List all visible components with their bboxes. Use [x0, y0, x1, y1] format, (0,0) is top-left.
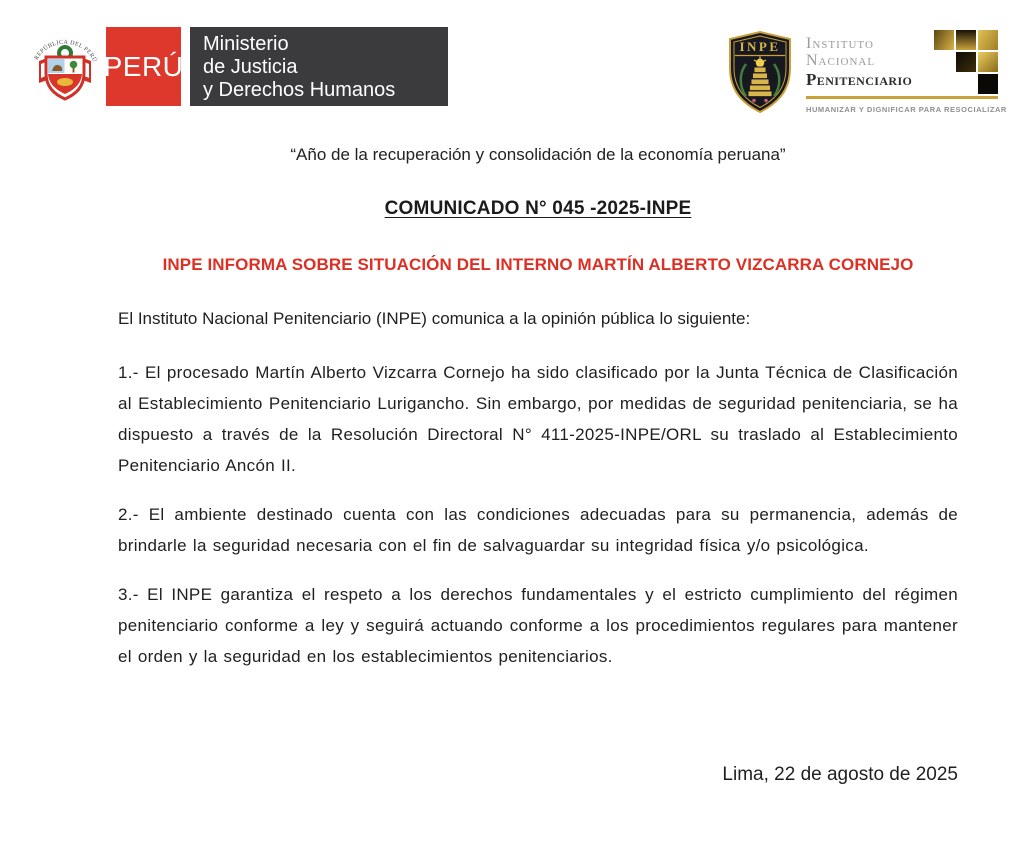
date-line: Lima, 22 de agosto de 2025 — [722, 764, 958, 785]
intro-paragraph: El Instituto Nacional Penitenciario (INPE) comunica a la opinión pública lo siguiente: — [118, 309, 751, 328]
communique-headline: INPE INFORMA SOBRE SITUACIÓN DEL INTERNO MARTÍN ALBERTO VIZCARRA CORNEJO — [162, 255, 914, 274]
inpe-shield-text: INPE — [739, 39, 781, 54]
ministry-name-line: Ministerio — [203, 33, 289, 55]
peru-wordmark: PERÚ — [106, 27, 181, 106]
ministry-name-line: de Justicia — [203, 56, 298, 78]
inpe-tagline: HUMANIZAR Y DIGNIFICAR PARA RESOCIALIZAR — [806, 105, 1007, 114]
year-quote: “Año de la recuperación y consolidación de la economía peruana” — [290, 145, 786, 164]
communique-body — [118, 0, 958, 786]
communique-title — [118, 198, 958, 220]
communique-title-text: COMUNICADO N° 045 -2025-INPE — [384, 198, 692, 219]
inpe-name-line: Nacional — [806, 52, 876, 69]
inpe-name-line: Penitenciario — [806, 70, 913, 89]
paragraph-1: 1.- El procesado Martín Alberto Vizcarra Cornejo ha sido clasificado por la Junta Técnica de Clasificación al Establecimiento Penitenciario Lurigancho. Sin embargo, por medidas de seguridad penitenciaria, se ha dispuesto a través de la Resolución Directoral N° 411-2025-INPE/ORL su traslado al Establecimiento Penitenciario Ancón II. — [118, 363, 958, 475]
ministry-name-line: y Derechos Humanos — [203, 79, 396, 101]
paragraph-3: 3.- El INPE garantiza el respeto a los derechos fundamentales y el estricto cumplimiento del régimen penitenciario conforme a ley y seguirá actuando conforme a los procedimientos regulares para mantener el orden y la seguridad en los establecimientos penitenciarios. — [118, 585, 958, 666]
paragraph-2: 2.- El ambiente destinado cuenta con las condiciones adecuadas para su permanencia, además de brindarle la seguridad necesaria con el fin de salvaguardar su integridad física y/o psicológica. — [118, 505, 958, 555]
coat-of-arms-arc-text: REPÚBLICA DEL PERÚ — [33, 39, 98, 64]
inpe-name-line: Instituto — [806, 35, 874, 52]
peru-coat-of-arms-icon — [30, 23, 100, 107]
